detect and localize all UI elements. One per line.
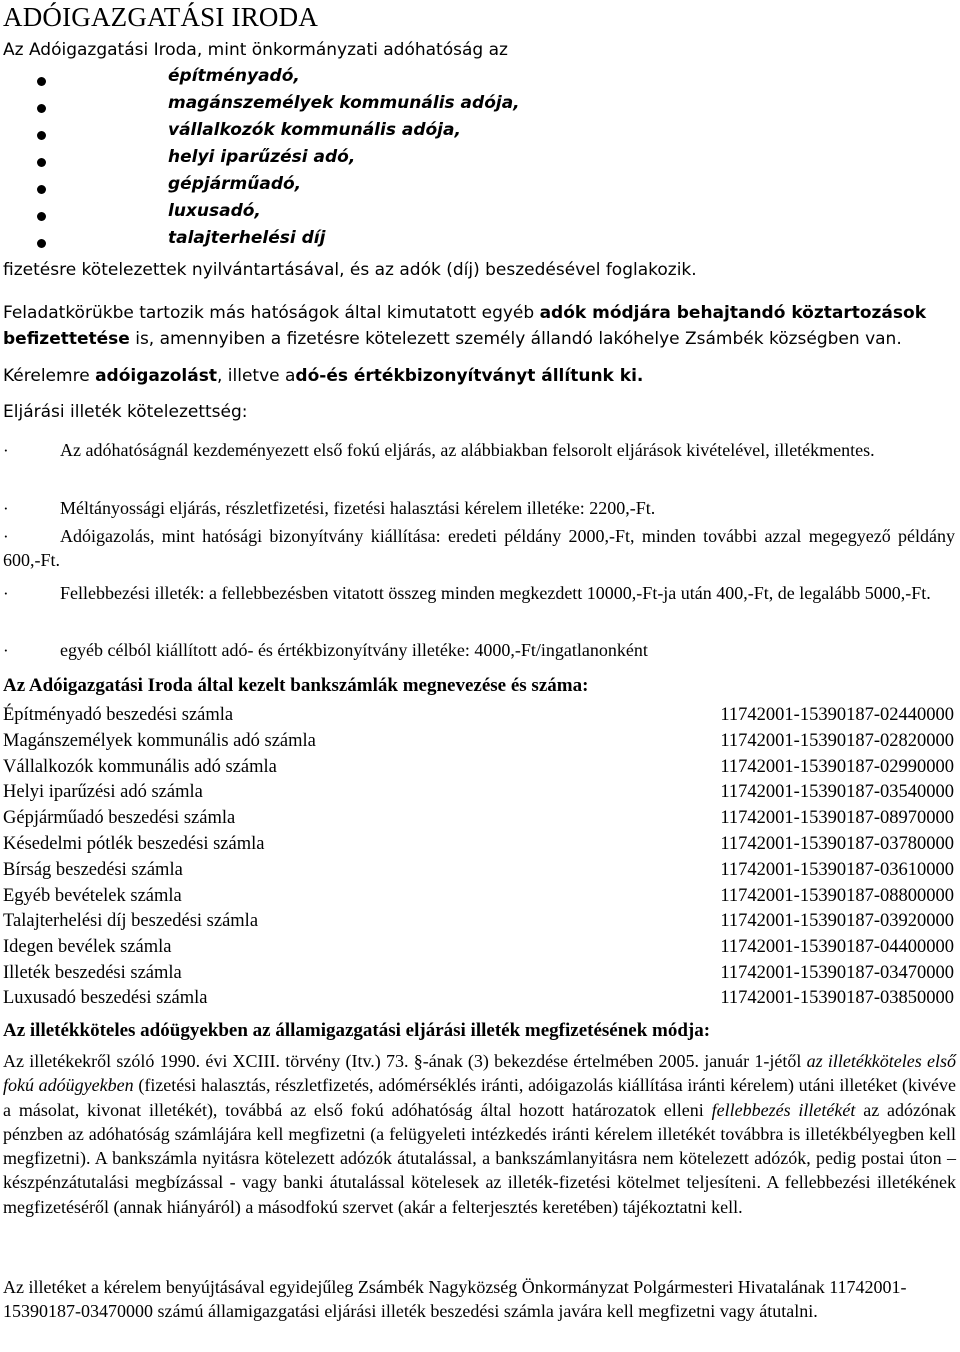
list-item: luxusadó, <box>168 201 261 221</box>
account-number: 11742001-15390187-08970000 <box>720 808 954 828</box>
list-item: vállalkozók kommunális adója, <box>168 120 461 140</box>
bullet-icon <box>37 158 46 167</box>
fee-item: egyéb célból kiállított adó- és értékbizonyítvány illetéke: 4000,-Ft/ingatlanonként <box>60 640 648 660</box>
account-name: Luxusadó beszedési számla <box>3 988 208 1008</box>
paragraph-text: is, amennyiben a fizetésre kötelezett személy állandó lakóhelye Zsámbék községben van. <box>129 329 902 349</box>
final-paragraph: Az illetéket a kérelem benyújtásával egyidejűleg Zsámbék Nagyközség Önkormányzat Polgármesteri Hivatalának 11742001-15390187-03470000 számú államigazgatási eljárási illeték beszedési számla javára kell megfizetni vagy átutalni. <box>3 1277 907 1322</box>
fee-item: Fellebbezési illeték: a fellebbezésben vitatott összeg minden megkezdett 10000,-Ft-ja után 400,-Ft, de legalább 5000,-Ft. <box>60 583 931 603</box>
bullet-icon <box>37 104 46 113</box>
paragraph-bold: adók módjára behajtandó köztartozások befizettetése <box>3 303 927 349</box>
bullet-icon <box>37 212 46 221</box>
paragraph-bold: adóigazolást <box>95 366 217 386</box>
account-number: 11742001-15390187-02440000 <box>720 705 954 725</box>
paragraph-text: , illetve a <box>216 366 296 386</box>
paragraph-bold: dó-és értékbizonyítványt állítunk ki. <box>295 366 644 386</box>
fee-bullet: · <box>3 641 9 660</box>
bullet-icon <box>37 239 46 248</box>
list-item: helyi iparűzési adó, <box>168 147 356 167</box>
paragraph-duties <box>3 300 955 352</box>
bullet-icon <box>37 185 46 194</box>
account-name: Építményadó beszedési számla <box>3 705 234 725</box>
account-number: 11742001-15390187-02820000 <box>720 731 954 751</box>
paragraph-italic: fellebbezés illetékét <box>711 1099 856 1120</box>
account-name: Vállalkozók kommunális adó számla <box>3 757 277 777</box>
account-name: Bírság beszedési számla <box>3 860 183 880</box>
account-number: 11742001-15390187-03610000 <box>720 860 954 880</box>
account-number: 11742001-15390187-03470000 <box>720 963 954 983</box>
list-item: építményadó, <box>168 66 300 86</box>
fee-heading: Eljárási illeték kötelezettség: <box>3 402 248 422</box>
account-name: Gépjárműadó beszedési számla <box>3 808 236 828</box>
bullet-icon <box>37 77 46 86</box>
account-name: Késedelmi pótlék beszedési számla <box>3 834 265 854</box>
account-number: 11742001-15390187-04400000 <box>720 937 954 957</box>
paragraph-certificates <box>3 363 955 389</box>
account-number: 11742001-15390187-03920000 <box>720 911 954 931</box>
account-name: Idegen bevélek számla <box>3 937 172 957</box>
intro-text: Az Adóigazgatási Iroda, mint önkormányzati adóhatóság az <box>3 40 508 60</box>
account-number: 11742001-15390187-08800000 <box>720 886 954 906</box>
payment-paragraph <box>3 1049 956 1219</box>
fee-bullet: · <box>3 441 9 460</box>
intro-end-text: fizetésre kötelezettek nyilvántartásával, és az adók (díj) beszedésével foglakozik. <box>3 260 697 280</box>
page-title: ADÓIGAZGATÁSI IRODA <box>3 2 319 32</box>
account-number: 11742001-15390187-02990000 <box>720 757 954 777</box>
fee-item: Adóigazolás, mint hatósági bizonyítvány kiállítása: eredeti példány 2000,-Ft, minden további azzal megegyező példány 600,-Ft. <box>3 526 955 570</box>
account-name: Magánszemélyek kommunális adó számla <box>3 731 316 751</box>
account-number: 11742001-15390187-03850000 <box>720 988 954 1008</box>
account-number: 11742001-15390187-03540000 <box>720 782 954 802</box>
payment-heading: Az illetékköteles adóügyekben az államigazgatási eljárási illeték megfizetésének módja: <box>3 1020 711 1041</box>
account-name: Illeték beszedési számla <box>3 963 182 983</box>
bullet-icon <box>37 131 46 140</box>
list-item: magánszemélyek kommunális adója, <box>168 93 520 113</box>
account-name: Talajterhelési díj beszedési számla <box>3 911 259 931</box>
section-sign: § <box>413 1051 423 1071</box>
paragraph-text: Kérelemre <box>3 366 96 386</box>
account-name: Helyi iparűzési adó számla <box>3 782 203 802</box>
fee-bullet: · <box>3 527 9 546</box>
paragraph-text: (fizetési halasztás, részletfizetés, adómérséklés iránti, adóigazolás kiállítása iránti kérelem) utáni illetéket (kivéve a másolat, kivonat illetékét), továbbá az első fokú adóhatóság által hozott határozatok elleni <box>3 1075 956 1120</box>
paragraph-italic: az illetékköteles első fokú adóügyekben <box>3 1051 956 1096</box>
account-name: Egyéb bevételek számla <box>3 886 182 906</box>
paragraph-text: Az illetékekről szóló 1990. évi XCIII. törvény (Itv.) 73. <box>3 1051 414 1071</box>
list-item: talajterhelési díj <box>168 228 326 248</box>
fee-item: Az adóhatóságnál kezdeményezett első fokú eljárás, az alábbiakban felsorolt eljárások kivételével, illetékmentes. <box>60 440 875 460</box>
paragraph-text: Feladatkörükbe tartozik más hatóságok által kimutatott egyéb <box>3 303 540 323</box>
fee-item: Méltányossági eljárás, részletfizetési, fizetési halasztási kérelem illetéke: 2200,-Ft. <box>60 498 656 518</box>
account-number: 11742001-15390187-03780000 <box>720 834 954 854</box>
list-item: gépjárműadó, <box>168 174 302 194</box>
fee-bullet: · <box>3 584 9 603</box>
fee-bullet: · <box>3 499 9 518</box>
accounts-heading: Az Adóigazgatási Iroda által kezelt bankszámlák megnevezése és száma: <box>3 675 589 696</box>
paragraph-text: az adózónak pénzben az adóhatóság számlájára kell megfizetni (a felügyeleti intézkedés iránti kérelem illetékét továbbra is illetékbélyegben kell megfizetni). A bankszámla nyitásra kötelezett adózók átutalással, a bankszámlanyitásra nem kötelezett adózók, pedig postai úton – készpénzátutalási megbízással - vagy banki átutalással kötelesek az illeték-fizetési kötelmet teljesíteni. A fellebbezési illetékének megfizetéséről (annak hiányáról) a másodfokú szervet (akár a felterjesztés keretében) tájékoztatni kell. <box>3 1099 956 1217</box>
paragraph-text: -ának (3) bekezdése értelmében 2005. január 1-jétől <box>422 1051 807 1071</box>
